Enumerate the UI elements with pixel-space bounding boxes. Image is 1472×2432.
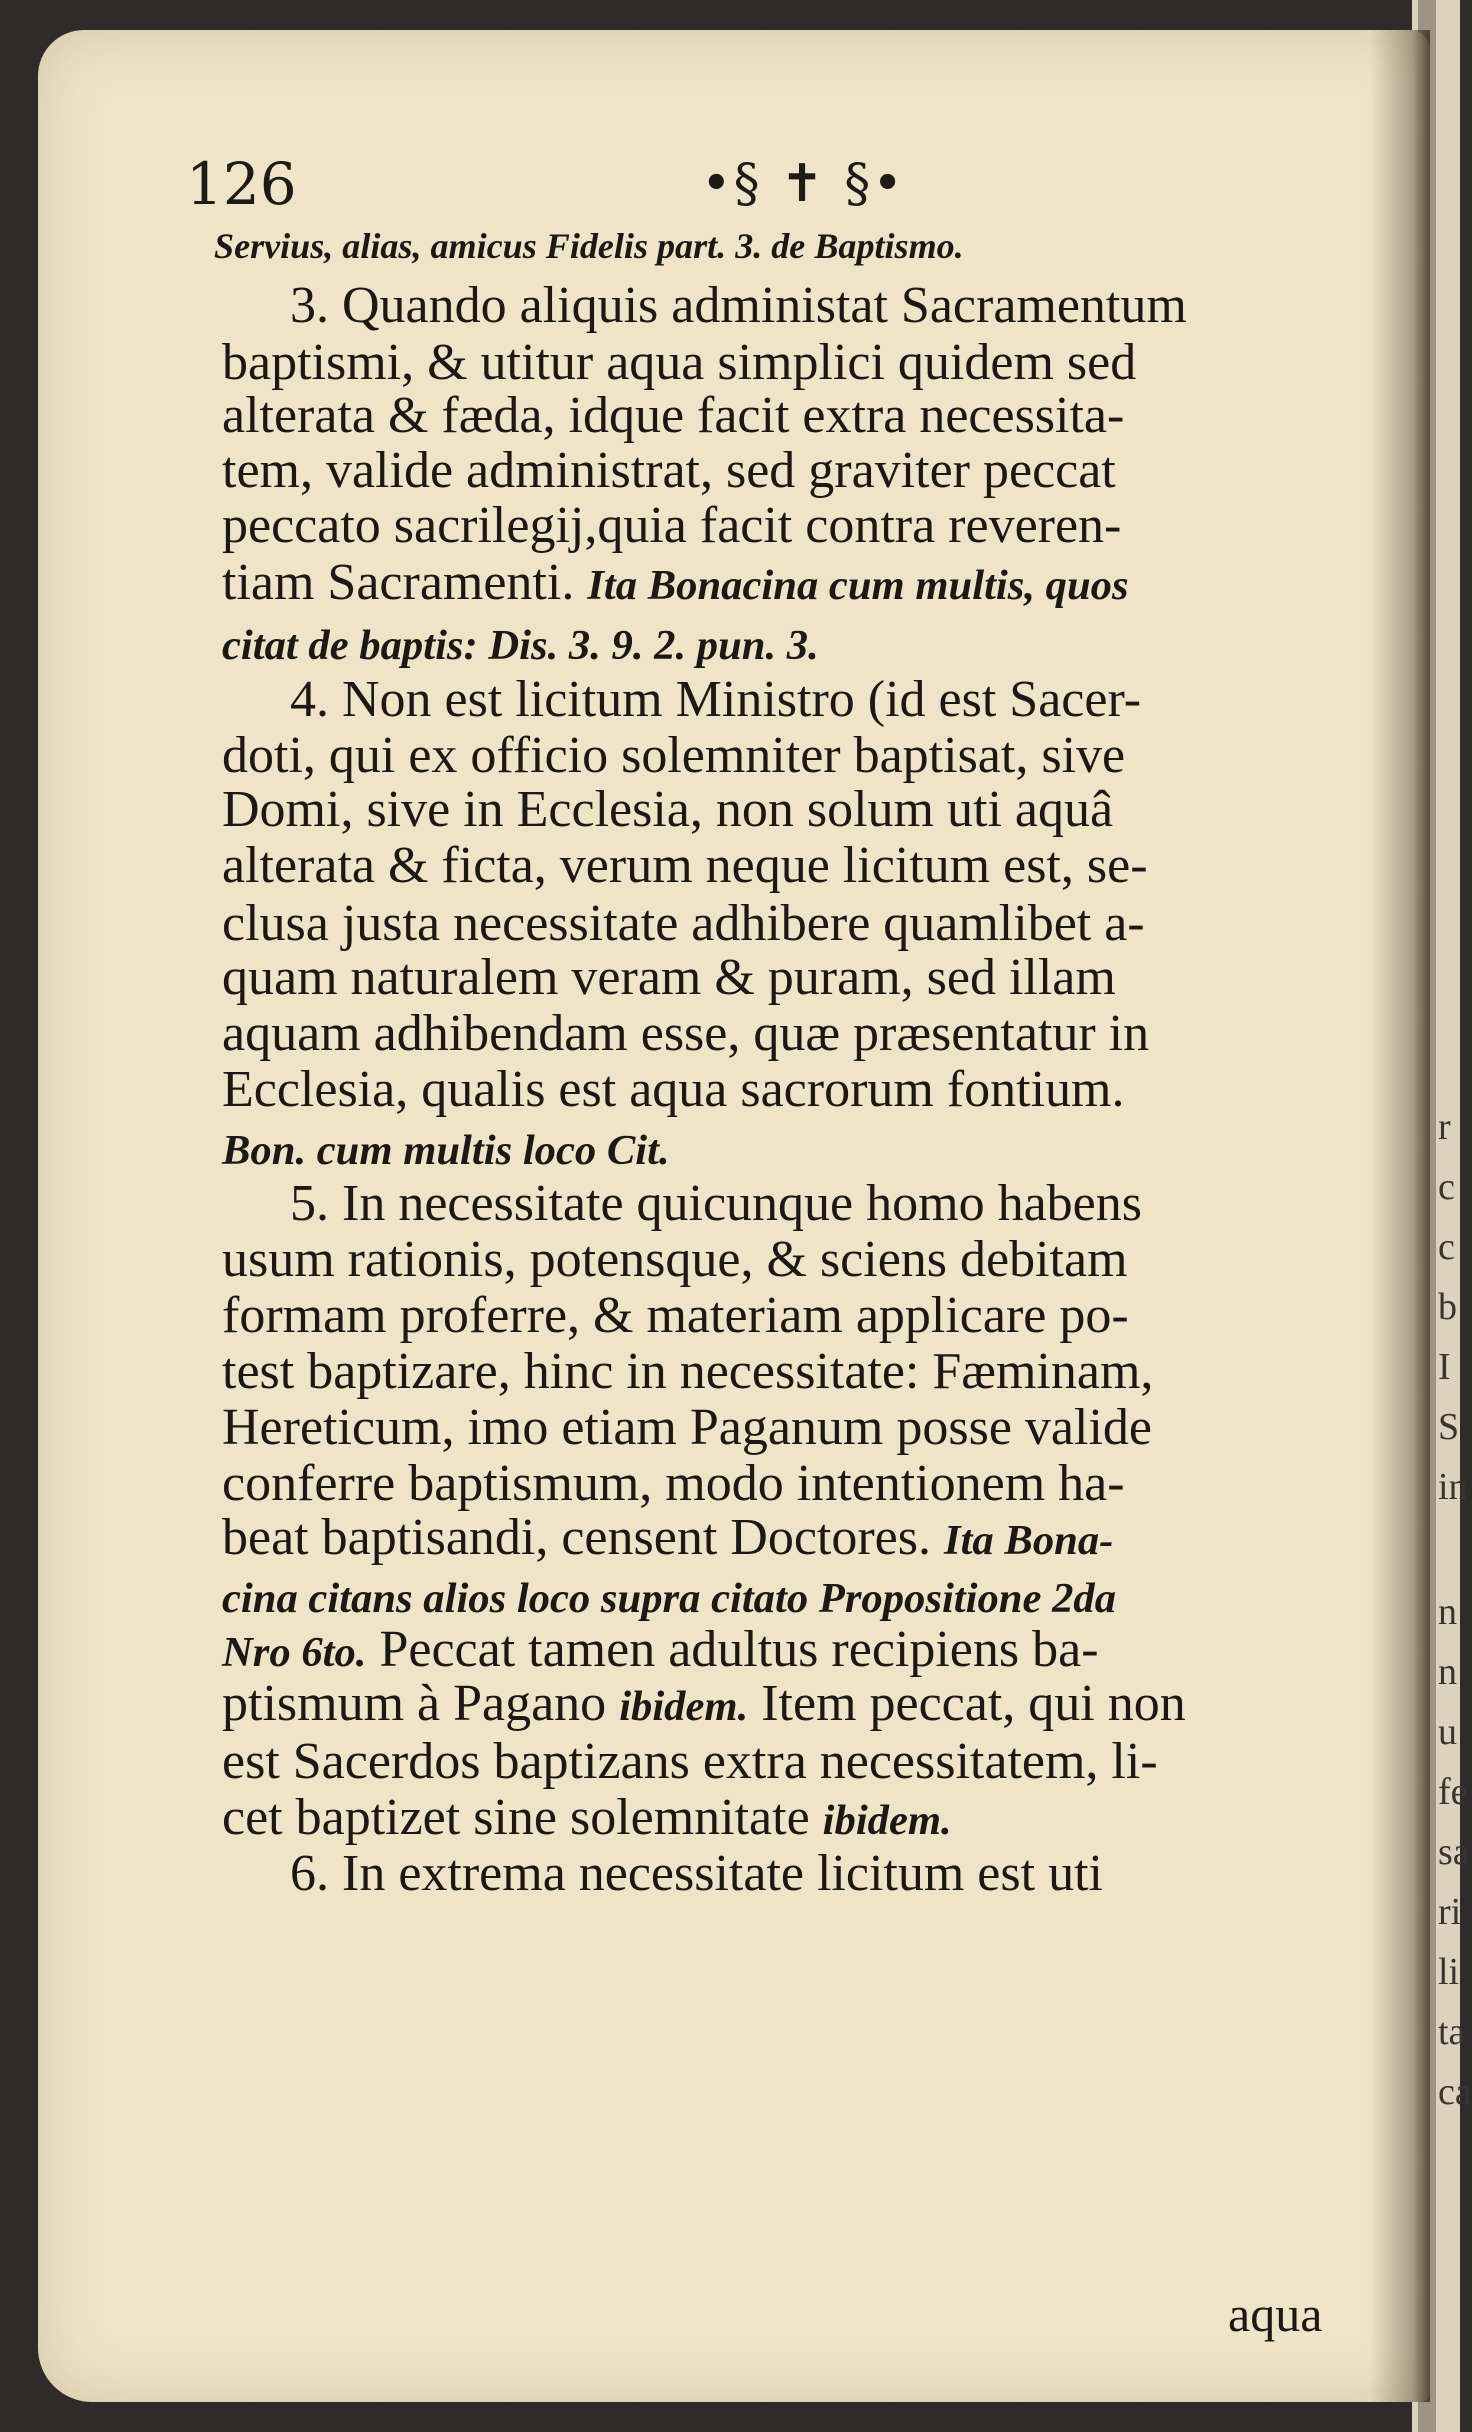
italic-run: Bon. cum multis loco Cit. [222,1127,670,1174]
margin-fragment: ca [1438,2071,1472,2113]
text-line [222,386,1124,445]
text-line [222,1732,1158,1791]
text-run: cet baptizet sine solemnitate [222,1789,823,1846]
text-run: clusa justa necessitate adhibere quamlibet a- [222,895,1145,952]
text-line [222,441,1116,500]
text-line [222,1398,1152,1457]
page-header [186,150,1416,220]
text-run: Ecclesia, qualis est aqua sacrorum fontium. [222,1061,1125,1118]
text-line [290,276,1187,335]
text-line [222,726,1125,785]
italic-run: ibidem. [822,1797,952,1844]
text-line [290,670,1141,729]
italic-run: cina citans alios loco supra citato Propositione 2da [222,1575,1117,1622]
margin-fragment: fe [1438,1771,1468,1813]
margin-fragment: ri [1438,1891,1462,1933]
italic-run: Nro 6to. [222,1629,367,1676]
italic-run: ibidem. [619,1683,749,1730]
text-line [222,333,1136,392]
margin-fragment: ta [1438,2011,1466,2053]
text-run: tem, valide administrat, sed graviter peccat [222,442,1116,499]
text-line [222,1060,1124,1119]
text-line [222,553,1129,612]
text-run: baptismi, & utitur aqua simplici quidem sed [222,334,1137,391]
text-line [222,1230,1128,1289]
text-run: formam proferre, & materiam applicare po- [222,1287,1129,1344]
italic-run: citat de baptis: Dis. 3. 9. 2. pun. 3. [222,622,819,669]
text-run: quam naturalem veram & puram, sed illam [222,949,1116,1006]
text-run: ptismum à Pagano [222,1675,620,1732]
text-run: Hereticum, imo etiam Paganum posse valide [222,1399,1152,1456]
margin-fragment: li [1438,1951,1460,1993]
text-run: 5. In necessitate quicunque homo habens [290,1175,1142,1232]
text-line [222,1674,1186,1733]
text-line [290,1174,1142,1233]
text-run: Domi, sive in Ecclesia, non solum uti aquâ [222,781,1114,838]
margin-fragment: c [1438,1226,1455,1268]
text-line [222,948,1116,1007]
margin-fragment: in [1438,1466,1468,1508]
catchword: aqua [1228,2286,1323,2342]
text-line [222,496,1121,555]
margin-fragment: u [1438,1711,1457,1753]
text-run: 3. Quando aliquis administat Sacramentum [290,277,1187,334]
header-ornament: •§ ✝ §• [701,154,905,214]
text-run: 6. In extrema necessitate licitum est uti [290,1845,1103,1902]
text-run: test baptizare, hinc in necessitate: Fæminam, [222,1343,1154,1400]
italic-run: Servius, alias, amicus Fidelis part. 3. de Baptismo. [214,226,964,266]
margin-fragment: r [1438,1106,1451,1148]
text-run: tiam Sacramenti. [222,554,588,611]
text-run: est Sacerdos baptizans extra necessitatem, li- [222,1733,1158,1790]
text-line [214,218,964,269]
text-line [222,894,1145,953]
text-line [222,1508,1113,1567]
text-run: alterata & ficta, verum neque licitum est, se- [222,837,1148,894]
italic-run: Ita Bonacina cum multis, quos [587,562,1129,609]
margin-fragment: sa [1438,1831,1470,1873]
margin-fragment: b [1438,1286,1457,1328]
text-line [222,1454,1125,1513]
page-gutter-shadow [1370,30,1430,2402]
text-run: doti, qui ex officio solemniter baptisat, sive [222,727,1126,784]
text-run: usum rationis, potensque, & sciens debitam [222,1231,1128,1288]
text-line [222,1118,670,1177]
text-run: peccato sacrilegij,quia facit contra reveren- [222,497,1122,554]
text-line [222,1566,1116,1625]
text-line [222,1342,1153,1401]
text-line [290,1844,1103,1903]
margin-fragment: n [1438,1591,1457,1633]
text-line [222,1286,1129,1345]
text-line [222,780,1113,839]
text-line [222,1788,952,1847]
margin-fragment: n [1438,1651,1457,1693]
margin-fragment: c [1438,1166,1455,1208]
text-run: aquam adhibendam esse, quæ præsentatur in [222,1005,1150,1062]
text-line [222,1620,1099,1679]
margin-fragment: S [1438,1406,1460,1448]
text-run: Peccat tamen adultus recipiens ba- [366,1621,1099,1678]
text-run: Item peccat, qui non [748,1675,1186,1732]
text-run: conferre baptismum, modo intentionem ha- [222,1455,1125,1512]
italic-run: Ita Bona- [943,1517,1114,1564]
text-run: alterata & fæda, idque facit extra necessita- [222,387,1125,444]
text-line [222,1004,1149,1063]
page-number: 126 [186,150,297,218]
margin-fragment: I [1438,1346,1451,1388]
text-line [222,613,819,672]
text-run: 4. Non est licitum Ministro (id est Sacer- [290,671,1142,728]
text-run: beat baptisandi, censent Doctores. [222,1509,944,1566]
text-line [222,836,1148,895]
